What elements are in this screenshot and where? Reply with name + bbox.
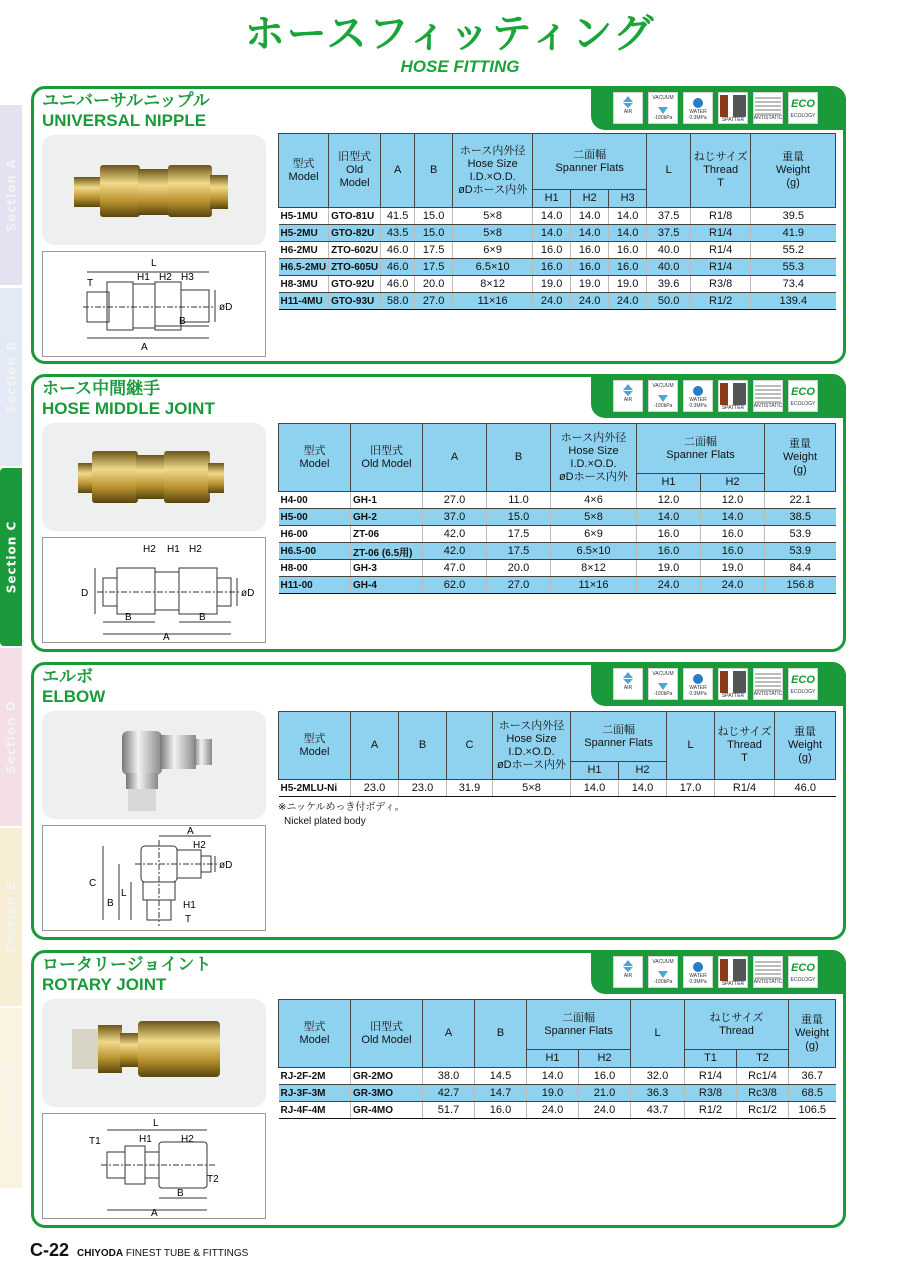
- table-cell: R3/8: [685, 1085, 737, 1102]
- table-cell: 14.0: [609, 225, 647, 242]
- air-icon: AIR: [613, 92, 643, 124]
- model-cell: H6-00: [279, 526, 351, 543]
- page-footer: [30, 1240, 248, 1261]
- water-icon: WATER 0.3MPa: [683, 92, 713, 124]
- table-cell: 16.0: [637, 526, 701, 543]
- table-cell: 14.0: [533, 208, 571, 225]
- table-cell: 84.4: [765, 560, 836, 577]
- table-cell: 42.0: [423, 526, 487, 543]
- spatter-icon: SPATTER: [718, 956, 748, 988]
- table-cell: 40.0: [647, 242, 691, 259]
- table-cell: 36.7: [789, 1068, 836, 1085]
- table-cell: Rc3/8: [737, 1085, 789, 1102]
- table-cell: 15.0: [415, 225, 453, 242]
- page-title: [0, 10, 900, 76]
- section-universal-nipple: [31, 86, 846, 364]
- table-cell: 39.5: [751, 208, 836, 225]
- table-cell: 41.5: [381, 208, 415, 225]
- table-cell: 16.0: [609, 259, 647, 276]
- table-cell: ZT-06: [351, 526, 423, 543]
- antistatic-icon: ANTISTATIC: [753, 956, 783, 988]
- air-icon: AIR: [613, 380, 643, 412]
- table-cell: GR-3MO: [351, 1085, 423, 1102]
- table-row: [279, 259, 836, 276]
- air-icon: AIR: [613, 956, 643, 988]
- table-cell: 43.5: [381, 225, 415, 242]
- table-cell: 32.0: [631, 1068, 685, 1085]
- table-cell: 16.0: [701, 526, 765, 543]
- company-tagline: FINEST TUBE & FITTINGS: [125, 1248, 249, 1259]
- table-cell: R1/2: [685, 1102, 737, 1119]
- dim-h2a: H2: [143, 544, 156, 555]
- table-cell: 50.0: [647, 293, 691, 310]
- table-cell: R3/8: [691, 276, 751, 293]
- table-cell: GTO-82U: [329, 225, 381, 242]
- dim-t2: T2: [207, 1174, 219, 1185]
- model-cell: H6.5-2MU: [279, 259, 329, 276]
- section-tab-c[interactable]: Section C: [0, 468, 22, 646]
- ecology-icon: ECO ECOLOGY: [788, 956, 818, 988]
- table-cell: 5×8: [453, 208, 533, 225]
- table-cell: 16.0: [701, 543, 765, 560]
- dim-c: C: [89, 878, 97, 889]
- dim-d: øD: [219, 302, 233, 313]
- table-cell: R1/4: [685, 1068, 737, 1085]
- model-cell: RJ-2F-2M: [279, 1068, 351, 1085]
- table-row: [279, 293, 836, 310]
- table-cell: 8×12: [453, 276, 533, 293]
- dim-b: B: [177, 1188, 184, 1199]
- table-row: [279, 225, 836, 242]
- table-cell: 37.0: [423, 509, 487, 526]
- antistatic-icon: ANTISTATIC: [753, 668, 783, 700]
- vacuum-icon: VACUUM -100kPa: [648, 380, 678, 412]
- vacuum-icon: VACUUM -100kPa: [648, 956, 678, 988]
- section-elbow: [31, 662, 846, 940]
- dim-t: T: [185, 914, 192, 925]
- table-cell: 17.0: [667, 780, 715, 797]
- dim-b: B: [107, 898, 114, 909]
- table-cell: GTO-92U: [329, 276, 381, 293]
- table-cell: 19.0: [637, 560, 701, 577]
- table-row: [279, 1068, 836, 1085]
- table-cell: 42.0: [423, 543, 487, 560]
- water-icon: WATER 0.3MPa: [683, 380, 713, 412]
- table-cell: 53.9: [765, 526, 836, 543]
- section-heading: ロータリージョイント ROTARY JOINT: [42, 955, 212, 994]
- dim-b1: B: [125, 612, 132, 623]
- table-cell: 20.0: [415, 276, 453, 293]
- table-cell: R1/4: [715, 780, 775, 797]
- dim-l: L: [121, 888, 127, 899]
- table-body: [279, 208, 836, 310]
- table-cell: 38.0: [423, 1068, 475, 1085]
- table-row: [279, 208, 836, 225]
- table-cell: 19.0: [533, 276, 571, 293]
- product-photo: [42, 711, 266, 819]
- table-row: [279, 780, 836, 797]
- table-cell: 15.0: [415, 208, 453, 225]
- table-cell: 16.0: [475, 1102, 527, 1119]
- spatter-icon: SPATTER: [718, 92, 748, 124]
- water-icon: WATER 0.3MPa: [683, 956, 713, 988]
- table-cell: 15.0: [487, 509, 551, 526]
- table-cell: 5×8: [453, 225, 533, 242]
- table-cell: 11×16: [551, 577, 637, 594]
- dim-h3: H3: [181, 272, 194, 283]
- vacuum-icon: VACUUM -100kPa: [648, 668, 678, 700]
- dim-b2: B: [199, 612, 206, 623]
- table-cell: 40.0: [647, 259, 691, 276]
- product-photo: [42, 423, 266, 531]
- table-cell: 47.0: [423, 560, 487, 577]
- ecology-icon: ECO ECOLOGY: [788, 668, 818, 700]
- dim-d: øD: [219, 860, 233, 871]
- table-cell: 17.5: [487, 526, 551, 543]
- spec-table-elbow: 型式 Model A B C ホース内外径 Hose Size I.D.×O.D. øDホース内外 二面幅 Spanner Flats L ねじサイズ Thread T 重量 Weight (g) H1 H2 H5-2MLU-Ni 23.0 23.0 31.9 5×8 14.0 14.0 17.0 R1/4 46.0: [278, 711, 836, 797]
- title-jp: ホースフィッティング: [244, 11, 656, 57]
- table-row: [279, 492, 836, 509]
- table-cell: 27.0: [487, 577, 551, 594]
- model-cell: H8-3MU: [279, 276, 329, 293]
- table-cell: 46.0: [381, 259, 415, 276]
- table-cell: 16.0: [609, 242, 647, 259]
- table-cell: 24.0: [637, 577, 701, 594]
- vacuum-icon: VACUUM -100kPa: [648, 92, 678, 124]
- table-cell: Rc1/2: [737, 1102, 789, 1119]
- table-cell: 24.0: [609, 293, 647, 310]
- table-cell: R1/2: [691, 293, 751, 310]
- section-tab-d[interactable]: Section D: [0, 648, 22, 826]
- dim-t: T: [87, 278, 94, 289]
- section-tab-a[interactable]: Section A: [0, 105, 22, 285]
- table-cell: 6.5×10: [453, 259, 533, 276]
- product-photo: [42, 999, 266, 1107]
- table-cell: 38.5: [765, 509, 836, 526]
- air-icon: AIR: [613, 668, 643, 700]
- table-row: [279, 509, 836, 526]
- model-cell: H5-1MU: [279, 208, 329, 225]
- table-row: [279, 560, 836, 577]
- table-cell: 27.0: [415, 293, 453, 310]
- table-cell: 11.0: [487, 492, 551, 509]
- page-number: C-22: [30, 1240, 70, 1260]
- table-row: [279, 577, 836, 594]
- table-cell: ZTO-602U: [329, 242, 381, 259]
- table-cell: 20.0: [487, 560, 551, 577]
- dim-h2: H2: [181, 1134, 194, 1145]
- table-cell: 55.2: [751, 242, 836, 259]
- table-cell: Rc1/4: [737, 1068, 789, 1085]
- section-tab-e[interactable]: Section E: [0, 828, 22, 1006]
- table-cell: 16.0: [637, 543, 701, 560]
- table-cell: 14.5: [475, 1068, 527, 1085]
- table-row: [279, 1085, 836, 1102]
- table-cell: GTO-81U: [329, 208, 381, 225]
- model-cell: H5-00: [279, 509, 351, 526]
- dim-h1: H1: [137, 272, 150, 283]
- table-cell: 46.0: [381, 242, 415, 259]
- table-cell: GH-3: [351, 560, 423, 577]
- model-cell: H11-00: [279, 577, 351, 594]
- model-cell: H11-4MU: [279, 293, 329, 310]
- table-cell: 16.0: [579, 1068, 631, 1085]
- table-cell: GH-2: [351, 509, 423, 526]
- table-cell: 23.0: [399, 780, 447, 797]
- title-en: HOSE FITTING: [400, 57, 520, 76]
- table-cell: 14.0: [701, 509, 765, 526]
- table-cell: 16.0: [533, 259, 571, 276]
- table-cell: 5×8: [551, 509, 637, 526]
- feature-icons: [591, 86, 846, 130]
- table-cell: GH-1: [351, 492, 423, 509]
- spatter-icon: SPATTER: [718, 668, 748, 700]
- table-cell: GR-2MO: [351, 1068, 423, 1085]
- table-cell: GTO-93U: [329, 293, 381, 310]
- dim-h2: H2: [159, 272, 172, 283]
- feature-icons: [591, 374, 846, 418]
- table-cell: 17.5: [487, 543, 551, 560]
- table-cell: 42.7: [423, 1085, 475, 1102]
- table-row: [279, 543, 836, 560]
- table-cell: ZTO-605U: [329, 259, 381, 276]
- table-cell: 14.0: [527, 1068, 579, 1085]
- table-cell: 8×12: [551, 560, 637, 577]
- table-body: [279, 492, 836, 594]
- table-cell: 53.9: [765, 543, 836, 560]
- table-cell: 14.0: [533, 225, 571, 242]
- dim-a: A: [151, 1208, 158, 1218]
- table-body: [279, 780, 836, 797]
- model-cell: H5-2MU: [279, 225, 329, 242]
- table-cell: 19.0: [571, 276, 609, 293]
- section-heading: ユニバーサルニップル UNIVERSAL NIPPLE: [42, 91, 210, 130]
- table-cell: 12.0: [637, 492, 701, 509]
- table-cell: 14.0: [571, 780, 619, 797]
- company-name: CHIYODA: [77, 1248, 124, 1259]
- table-cell: 106.5: [789, 1102, 836, 1119]
- table-cell: 17.5: [415, 259, 453, 276]
- table-cell: 36.3: [631, 1085, 685, 1102]
- table-row: [279, 526, 836, 543]
- table-cell: R1/4: [691, 242, 751, 259]
- table-cell: 24.0: [701, 577, 765, 594]
- feature-icons: [591, 662, 846, 706]
- table-cell: 5×8: [493, 780, 571, 797]
- table-cell: 41.9: [751, 225, 836, 242]
- model-cell: H4-00: [279, 492, 351, 509]
- feature-icons: [591, 950, 846, 994]
- table-cell: 16.0: [571, 259, 609, 276]
- table-cell: 24.0: [527, 1102, 579, 1119]
- model-cell: H8-00: [279, 560, 351, 577]
- table-cell: 139.4: [751, 293, 836, 310]
- table-cell: 14.0: [637, 509, 701, 526]
- section-tab-f[interactable]: Section F: [0, 1008, 22, 1188]
- table-cell: ZT-06 (6.5用): [351, 543, 423, 560]
- dim-h1: H1: [139, 1134, 152, 1145]
- table-cell: 37.5: [647, 208, 691, 225]
- table-cell: 43.7: [631, 1102, 685, 1119]
- model-cell: RJ-3F-3M: [279, 1085, 351, 1102]
- table-cell: 51.7: [423, 1102, 475, 1119]
- model-cell: H5-2MLU-Ni: [279, 780, 351, 797]
- table-cell: 6.5×10: [551, 543, 637, 560]
- table-row: [279, 1102, 836, 1119]
- table-cell: 19.0: [527, 1085, 579, 1102]
- model-cell: H6.5-00: [279, 543, 351, 560]
- table-cell: 22.1: [765, 492, 836, 509]
- table-cell: 6×9: [453, 242, 533, 259]
- table-cell: GR-4MO: [351, 1102, 423, 1119]
- table-cell: 55.3: [751, 259, 836, 276]
- dimension-drawing: [42, 1113, 266, 1219]
- table-cell: R1/4: [691, 259, 751, 276]
- dimension-drawing: [42, 537, 266, 643]
- table-cell: R1/8: [691, 208, 751, 225]
- dim-a: A: [163, 632, 170, 642]
- table-cell: 24.0: [571, 293, 609, 310]
- table-cell: 58.0: [381, 293, 415, 310]
- table-cell: 21.0: [579, 1085, 631, 1102]
- dim-a: A: [187, 826, 194, 837]
- ecology-icon: ECO ECOLOGY: [788, 380, 818, 412]
- dim-d: D: [81, 588, 89, 599]
- table-cell: 14.0: [571, 225, 609, 242]
- section-heading: ホース中間継手 HOSE MIDDLE JOINT: [42, 379, 215, 418]
- table-cell: 16.0: [571, 242, 609, 259]
- dim-b: B: [179, 316, 186, 327]
- table-cell: 19.0: [609, 276, 647, 293]
- dim-h2b: H2: [189, 544, 202, 555]
- dimension-drawing: [42, 251, 266, 357]
- spec-table-rotary: 型式 Model 旧型式 Old Model A B 二面幅 Spanner Flats L ねじサイズ Thread 重量 Weight (g) H1 H2 T1 T2 RJ-2F-2M GR-2MO 38.0 14.5 14.0 16.0 32.0 R1/4 Rc1/4 36.7 RJ-3F-3M GR-3MO 42.7 14.7 19.0 21.0 36.3 R3/8 Rc3/8 68.5 RJ-4F-4M GR-4MO 51.7 16.0 24.0 24.0 43.7 R1/2 Rc1/2 106.5: [278, 999, 836, 1119]
- table-cell: 12.0: [701, 492, 765, 509]
- table-cell: 46.0: [775, 780, 836, 797]
- table-body: [279, 1068, 836, 1119]
- table-cell: 73.4: [751, 276, 836, 293]
- table-cell: 11×16: [453, 293, 533, 310]
- model-cell: RJ-4F-4M: [279, 1102, 351, 1119]
- spec-table-middle: 型式 Model 旧型式 Old Model A B ホース内外径 Hose Size I.D.×O.D. øDホース内外 二面幅 Spanner Flats 重量 Weight (g) H1 H2 H4-00 GH-1 27.0 11.0 4×6 12.0 12.0 22.1 H5-00 GH-2 37.0 15.0 5×8 14.0 14.0 38.5 H6-00 ZT-06 42.0 17.5 6×9 16.0 16.0 53.9 H6.5-00 ZT-06 (6.5用) 42.0 17.5 6.5×10 16.0 16.0 53.9 H8-00 GH-3 47.0 20.0 8×12 19.0 19.0 84.4 H11-00 GH-4 62.0 27.0 11×16 24.0 24.0 156.8: [278, 423, 836, 594]
- section-heading: エルボ ELBOW: [42, 667, 106, 706]
- table-cell: 6×9: [551, 526, 637, 543]
- table-cell: 68.5: [789, 1085, 836, 1102]
- dim-h1: H1: [183, 900, 196, 911]
- section-rotary-joint: [31, 950, 846, 1228]
- table-cell: 27.0: [423, 492, 487, 509]
- dim-t1: T1: [89, 1136, 101, 1147]
- table-cell: 17.5: [415, 242, 453, 259]
- table-cell: 14.0: [619, 780, 667, 797]
- dim-od: øD: [241, 588, 255, 599]
- table-cell: 62.0: [423, 577, 487, 594]
- ecology-icon: ECO ECOLOGY: [788, 92, 818, 124]
- dim-l: L: [151, 258, 157, 269]
- table-cell: 24.0: [533, 293, 571, 310]
- table-cell: 39.6: [647, 276, 691, 293]
- section-hose-middle-joint: [31, 374, 846, 652]
- table-cell: 16.0: [533, 242, 571, 259]
- dimension-drawing: [42, 825, 266, 931]
- dim-l: L: [153, 1118, 159, 1129]
- spec-table-universal: 型式 Model 旧型式 Old Model A B ホース内外径 Hose Size I.D.×O.D. øDホース内外 二面幅 Spanner Flats L ねじサイズ Thread T 重量 Weight (g) H1 H2 H3 H5-1MU GTO-81U 41.5 15.0 5×8 14.0 14.0 14.0 37.5 R1/8 39.5 H5-2MU GTO-82U 43.5 15.0 5×8 14.0 14.0 14.0 37.5 R1/4 41.9 H6-2MU ZTO-602U 46.0 17.5 6×9 16.0 16.0 16.0 40.0 R1/4 55.2 H6.5-2MU ZTO-605U 46.0 17.5 6.5×10 16.0 16.0 16.0 40.0 R1/4 55.3 H8-3MU GTO-92U 46.0 20.0 8×12 19.0 19.0 19.0 39.6 R3/8 73.4 H11-4MU GTO-93U 58.0 27.0 11×16 24.0 24.0 24.0 50.0 R1/2 139.4: [278, 133, 836, 310]
- table-cell: 4×6: [551, 492, 637, 509]
- section-tab-b[interactable]: Section B: [0, 288, 22, 466]
- table-cell: GH-4: [351, 577, 423, 594]
- table-cell: 14.0: [571, 208, 609, 225]
- table-cell: 23.0: [351, 780, 399, 797]
- table-cell: 31.9: [447, 780, 493, 797]
- table-cell: R1/4: [691, 225, 751, 242]
- table-row: [279, 276, 836, 293]
- spatter-icon: SPATTER: [718, 380, 748, 412]
- table-cell: 14.0: [609, 208, 647, 225]
- table-cell: 19.0: [701, 560, 765, 577]
- product-photo: [42, 135, 266, 245]
- table-cell: 156.8: [765, 577, 836, 594]
- model-cell: H6-2MU: [279, 242, 329, 259]
- elbow-note: ※ニッケルめっき付ボディ。 Nickel plated body: [278, 802, 405, 827]
- table-cell: 14.7: [475, 1085, 527, 1102]
- dim-a: A: [141, 342, 148, 353]
- dim-h2: H2: [193, 840, 206, 851]
- table-row: [279, 242, 836, 259]
- table-cell: 24.0: [579, 1102, 631, 1119]
- table-cell: 46.0: [381, 276, 415, 293]
- antistatic-icon: ANTISTATIC: [753, 92, 783, 124]
- antistatic-icon: ANTISTATIC: [753, 380, 783, 412]
- water-icon: WATER 0.3MPa: [683, 668, 713, 700]
- dim-h1: H1: [167, 544, 180, 555]
- table-cell: 37.5: [647, 225, 691, 242]
